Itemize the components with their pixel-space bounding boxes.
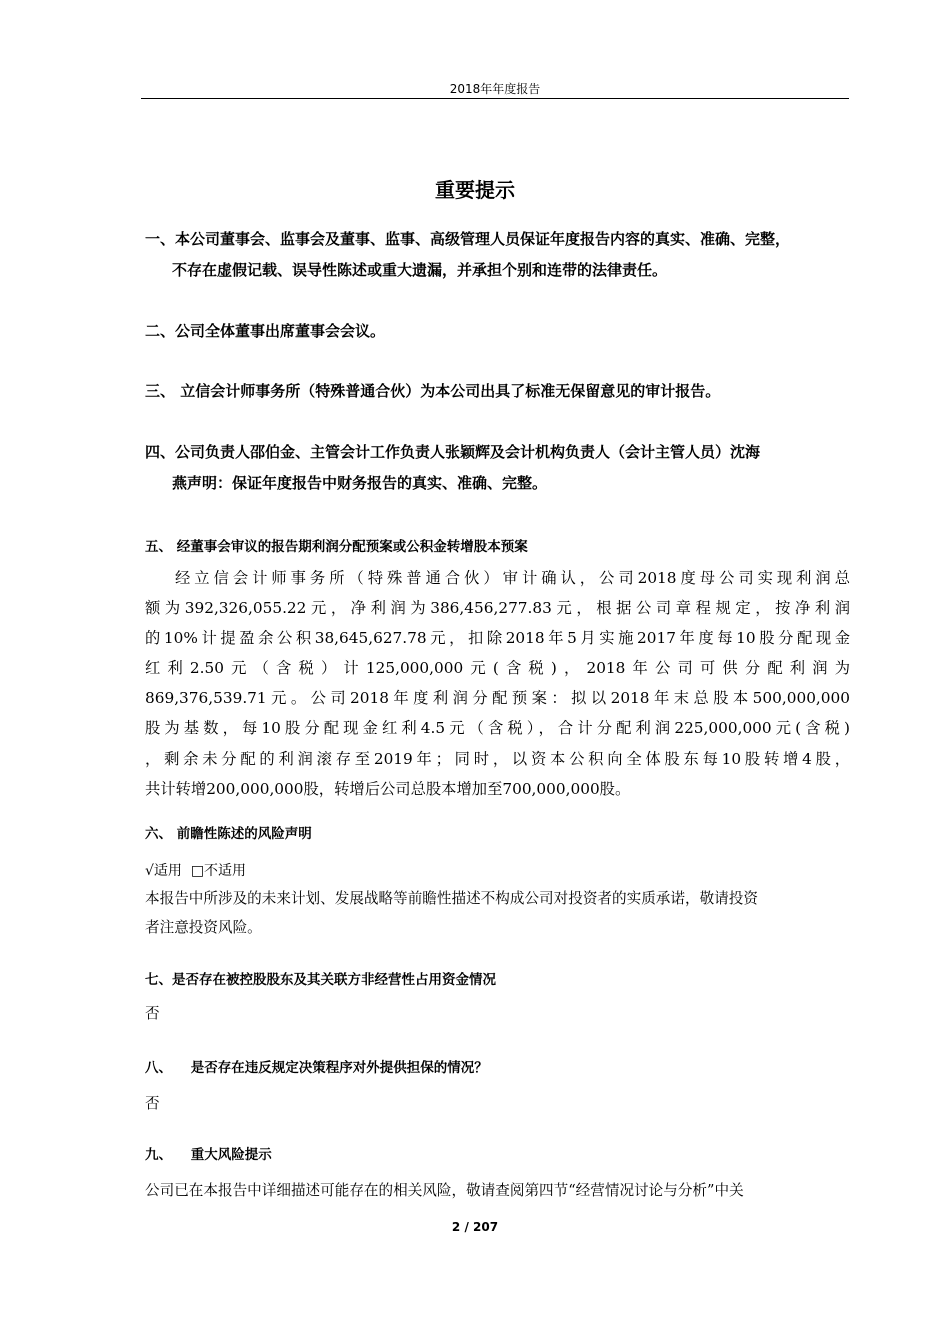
section-5-line: 共计转增200,000,000股，转增后公司总股本增加至700,000,000股。 xyxy=(145,779,631,798)
option-not-applicable: □不适用 xyxy=(190,863,247,879)
section-3: 三、 立信会计师事务所（特殊普通合伙）为本公司出具了标准无保留意见的审计报告。 xyxy=(145,382,721,400)
option-applicable: √适用 xyxy=(145,863,182,879)
page-header: 2018年年度报告 xyxy=(449,82,541,96)
section-5-line: ，剩余未分配的利润滚存至2019年；同时，以资本公积向全体股东每10股转增4股， xyxy=(145,749,850,768)
section-5-line: 股为基数，每10股分配现金红利4.5元（含税），合计分配利润225,000,000元(含税) xyxy=(145,719,850,738)
section-7-answer: 否 xyxy=(145,1005,160,1022)
section-6-line-1: 本报告中所涉及的未来计划、发展战略等前瞻性描述不构成公司对投资者的实质承诺，敬请投资 xyxy=(145,890,758,907)
header-divider xyxy=(141,98,849,99)
section-8-heading: 八、 是否存在违反规定决策程序对外提供担保的情况？ xyxy=(145,1060,488,1076)
applicability-options xyxy=(145,860,246,880)
section-9-heading: 九、 重大风险提示 xyxy=(145,1147,272,1163)
section-4-line-1: 四、公司负责人邵伯金、主管会计工作负责人张颖辉及会计机构负责人（会计主管人员）沈海 xyxy=(145,443,761,461)
page-number: 2 / 207 xyxy=(451,1220,499,1234)
section-5-line: 经立信会计师事务所（特殊普通合伙）审计确认，公司2018度母公司实现利润总 xyxy=(175,569,850,587)
section-8-answer: 否 xyxy=(145,1095,160,1112)
section-5-line: 额为392,326,055.22元，净利润为386,456,277.83元，根据公司章程规定，按净利润 xyxy=(145,599,850,618)
section-6-line-2: 者注意投资风险。 xyxy=(145,919,262,936)
section-5-line: 红利2.50元（含税）计125,000,000元(含税)，2018年公司可供分配利润为 xyxy=(145,659,850,678)
section-5-line: 的10%计提盈余公积38,645,627.78元，扣除2018年5月实施2017年度每10股分配现金 xyxy=(145,629,850,648)
section-6-heading: 六、 前瞻性陈述的风险声明 xyxy=(145,826,312,842)
section-2: 二、公司全体董事出席董事会会议。 xyxy=(145,322,386,340)
section-9-line-1: 公司已在本报告中详细描述可能存在的相关风险，敬请查阅第四节“经营情况讨论与分析”中关 xyxy=(145,1182,744,1199)
page-title: 重要提示 xyxy=(435,178,515,202)
section-5-line: 869,376,539.71元。公司2018年度利润分配预案：拟以2018年末总股本500,000,000 xyxy=(145,689,850,708)
section-5-heading: 五、 经董事会审议的报告期利润分配预案或公积金转增股本预案 xyxy=(145,539,528,555)
section-1-line-1: 一、本公司董事会、监事会及董事、监事、高级管理人员保证年度报告内容的真实、准确、完整， xyxy=(145,230,791,248)
section-4-line-2: 燕声明：保证年度报告中财务报告的真实、准确、完整。 xyxy=(172,474,548,492)
section-5-paragraph xyxy=(145,563,850,804)
section-1-line-2: 不存在虚假记载、误导性陈述或重大遗漏，并承担个别和连带的法律责任。 xyxy=(172,261,668,279)
section-7-heading: 七、是否存在被控股股东及其关联方非经营性占用资金情况 xyxy=(145,972,496,988)
